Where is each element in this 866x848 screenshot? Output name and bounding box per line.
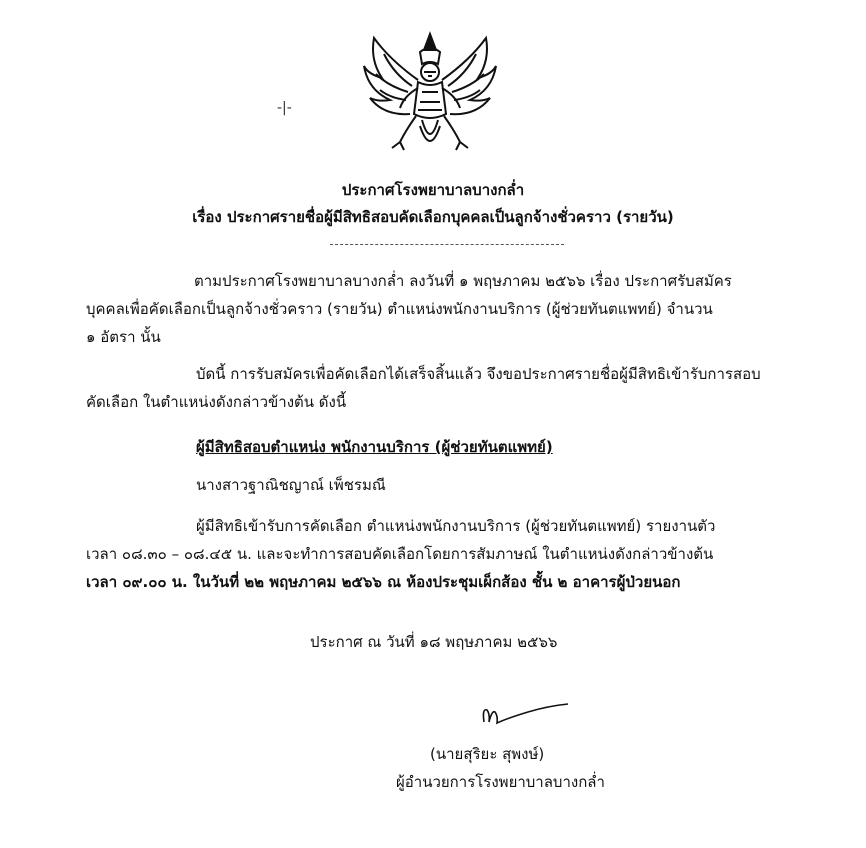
section-heading: ผู้มีสิทธิสอบตำแหน่ง พนักงานบริการ (ผู้ช่วยทันตแพทย์) [196,438,553,456]
divider-line [330,244,564,245]
margin-mark: -|- [277,100,292,116]
signer-name: (นายสุริยะ สุพงษ์) [430,745,545,763]
paragraph-2-line-2: คัดเลือก ในตำแหน่งดังกล่าวข้างต้น ดังนี้ [86,393,347,411]
garuda-emblem-icon [360,30,500,160]
announcement-date: ประกาศ ณ วันที่ ๑๘ พฤษภาคม ๒๕๖๖ [310,633,558,651]
paragraph-3-line-3: เวลา ๐๙.๐๐ น. ในวันที่ ๒๒ พฤษภาคม ๒๕๖๖ ณ ห้องประชุมเผ็กส้อง ชั้น ๒ อาคารผู้ป่วยนอก [86,573,681,591]
paragraph-1-line-1: ตามประกาศโรงพยาบาลบางกล่ำ ลงวันที่ ๑ พฤษภาคม ๒๕๖๖ เรื่อง ประกาศรับสมัคร [194,272,732,290]
signer-position: ผู้อำนวยการโรงพยาบาลบางกล่ำ [396,773,605,791]
document-title: ประกาศโรงพยาบาลบางกล่ำ [341,181,525,199]
paragraph-3-line-2: เวลา ๐๘.๓๐ – ๐๘.๔๕ น. และจะทำการสอบคัดเลือกโดยการสัมภาษณ์ ในตำแหน่งดังกล่าวข้างต้น [86,545,714,563]
paragraph-1-line-3: ๑ อัตรา นั้น [86,328,161,346]
paragraph-2-line-1: บัดนี้ การรับสมัครเพื่อคัดเลือกได้เสร็จสิ้นแล้ว จึงขอประกาศรายชื่อผู้มีสิทธิเข้ารับการสอบ [196,365,761,383]
document-subject: เรื่อง ประกาศรายชื่อผู้มีสิทธิสอบคัดเลือกบุคคลเป็นลูกจ้างชั่วคราว (รายวัน) [192,208,674,226]
handwritten-signature [478,700,573,730]
paragraph-1-line-2: บุคคลเพื่อคัดเลือกเป็นลูกจ้างชั่วคราว (รายวัน) ตำแหน่งพนักงานบริการ (ผู้ช่วยทันตแพทย์) จำนวน [86,300,713,318]
candidate-name: นางสาวฐาณิชญาณ์ เพ็ชรมณี [196,476,386,494]
paragraph-3-line-1: ผู้มีสิทธิเข้ารับการคัดเลือก ตำแหน่งพนักงานบริการ (ผู้ช่วยทันตแพทย์) รายงานตัว [196,517,716,535]
